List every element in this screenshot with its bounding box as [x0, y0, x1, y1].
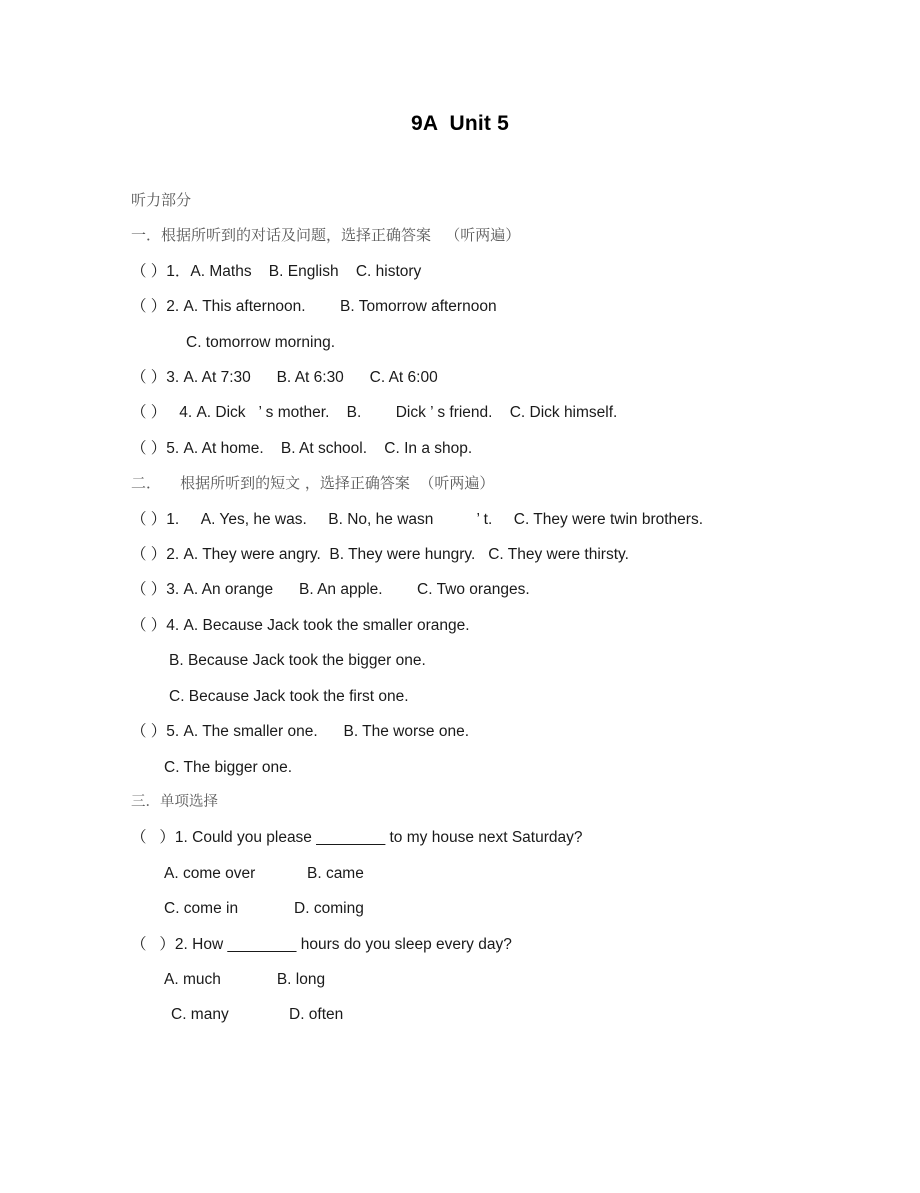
question-option-line: C. come in D. coming — [164, 900, 364, 918]
question-option-line: C. Because Jack took the first one. — [169, 687, 409, 705]
question-item: （ ）5. A. The smaller one. B. The worse one. — [131, 723, 469, 741]
listening-section-heading: 听力部分 — [131, 191, 192, 209]
question-item: （ ）3. A. At 7:30 B. At 6:30 C. At 6:00 — [131, 369, 438, 387]
question-item: （ ）2. A. They were angry. B. They were hungry. C. They were thirsty. — [131, 546, 629, 564]
section-one-heading: 一．根据所听到的对话及问题，选择正确答案 （听两遍） — [131, 226, 521, 245]
question-option-line: A. much B. long — [164, 970, 326, 988]
question-item: （ ）2. How ________ hours do you sleep every day? — [131, 935, 512, 953]
question-item: （ ）3. A. An orange B. An apple. C. Two oranges. — [131, 581, 530, 599]
question-item: （ ） 4. A. Dick ’ s mother. B. Dick ’ s friend. C. Dick himself. — [131, 404, 618, 422]
question-option-line: B. Because Jack took the bigger one. — [169, 652, 426, 670]
question-option-line: A. come over B. came — [164, 864, 364, 882]
section-three-heading: 三．单项选择 — [131, 793, 218, 810]
document-body — [131, 183, 731, 1033]
question-item: （ ）1．A. Maths B. English C. history — [131, 262, 422, 280]
question-item: （ ）5. A. At home. B. At school. C. In a shop. — [131, 439, 473, 457]
section-two-heading: 二． 根据所听到的短文 ，选择正确答案 （听两遍） — [131, 474, 495, 493]
page-title: 9A Unit 5 — [410, 112, 510, 135]
question-option-line: C. many D. often — [171, 1006, 344, 1024]
question-option-line: C. The bigger one. — [164, 758, 293, 776]
question-item: （ ）2. A. This afternoon. B. Tomorrow afternoon — [131, 298, 497, 316]
question-item: （ ）1. Could you please ________ to my house next Saturday? — [131, 829, 583, 847]
question-item: （ ）1. A. Yes, he was. B. No, he wasn ’ t. C. They were twin brothers. — [131, 510, 704, 528]
question-option-line: C. tomorrow morning. — [186, 333, 336, 351]
question-item: （ ）4. A. Because Jack took the smaller orange. — [131, 616, 470, 634]
